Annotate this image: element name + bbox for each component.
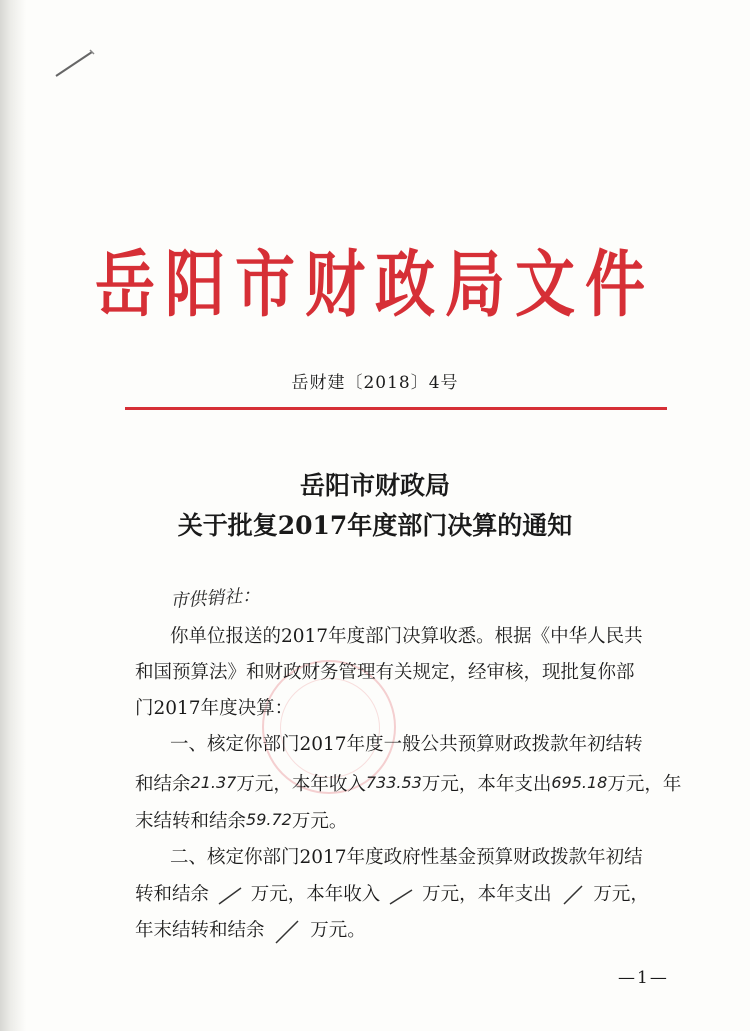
handwritten-amount: 59.72 [246,810,292,829]
page-number: —1— [618,968,669,988]
staple-mark-icon [52,46,98,80]
body-line: 你单位报送的2017年度部门决算收悉。根据《中华人民共 [170,626,643,647]
body-line: 一、核定你部门2017年度一般公共预算财政拨款年初结转 [170,734,643,755]
handwritten-amount: 21.37 [190,773,237,792]
handwritten-addressee: 市供销社： [169,584,261,613]
handwritten-slash-icon [386,884,416,906]
body-line: 和结余21.37万元，本年收入733.53万元，本年支出695.18万元，年 [135,768,675,800]
notice-title-line2: 关于批复2017年度部门决算的通知 [177,511,573,540]
notice-title-line1: 岳阳市财政局 [299,471,450,500]
body-line: 二、核定你部门2017年度政府性基金预算财政拨款年初结 [170,847,643,868]
handwritten-slash-icon [558,884,588,906]
body-line: 和国预算法》和财政财务管理有关规定，经审核，现批复你部 [135,662,635,683]
handwritten-amount: 733.53 [365,773,422,792]
agency-header-title: 岳阳市财政局文件 [95,243,655,328]
body-line: 末结转和结余59.72万元。 [135,805,675,837]
red-divider-rule [125,407,667,410]
handwritten-slash-icon [270,917,304,945]
body-line: 年末结转和结余 万元。 [135,916,675,946]
document-number: 岳财建〔2018〕4号 [291,373,459,393]
body-line: 门2017年度决算： [135,698,294,719]
body-line: 转和结余 万元，本年收入 万元，本年支出 万元， [135,884,649,905]
handwritten-amount: 695.18 [551,773,608,792]
handwritten-slash-icon [215,884,245,906]
